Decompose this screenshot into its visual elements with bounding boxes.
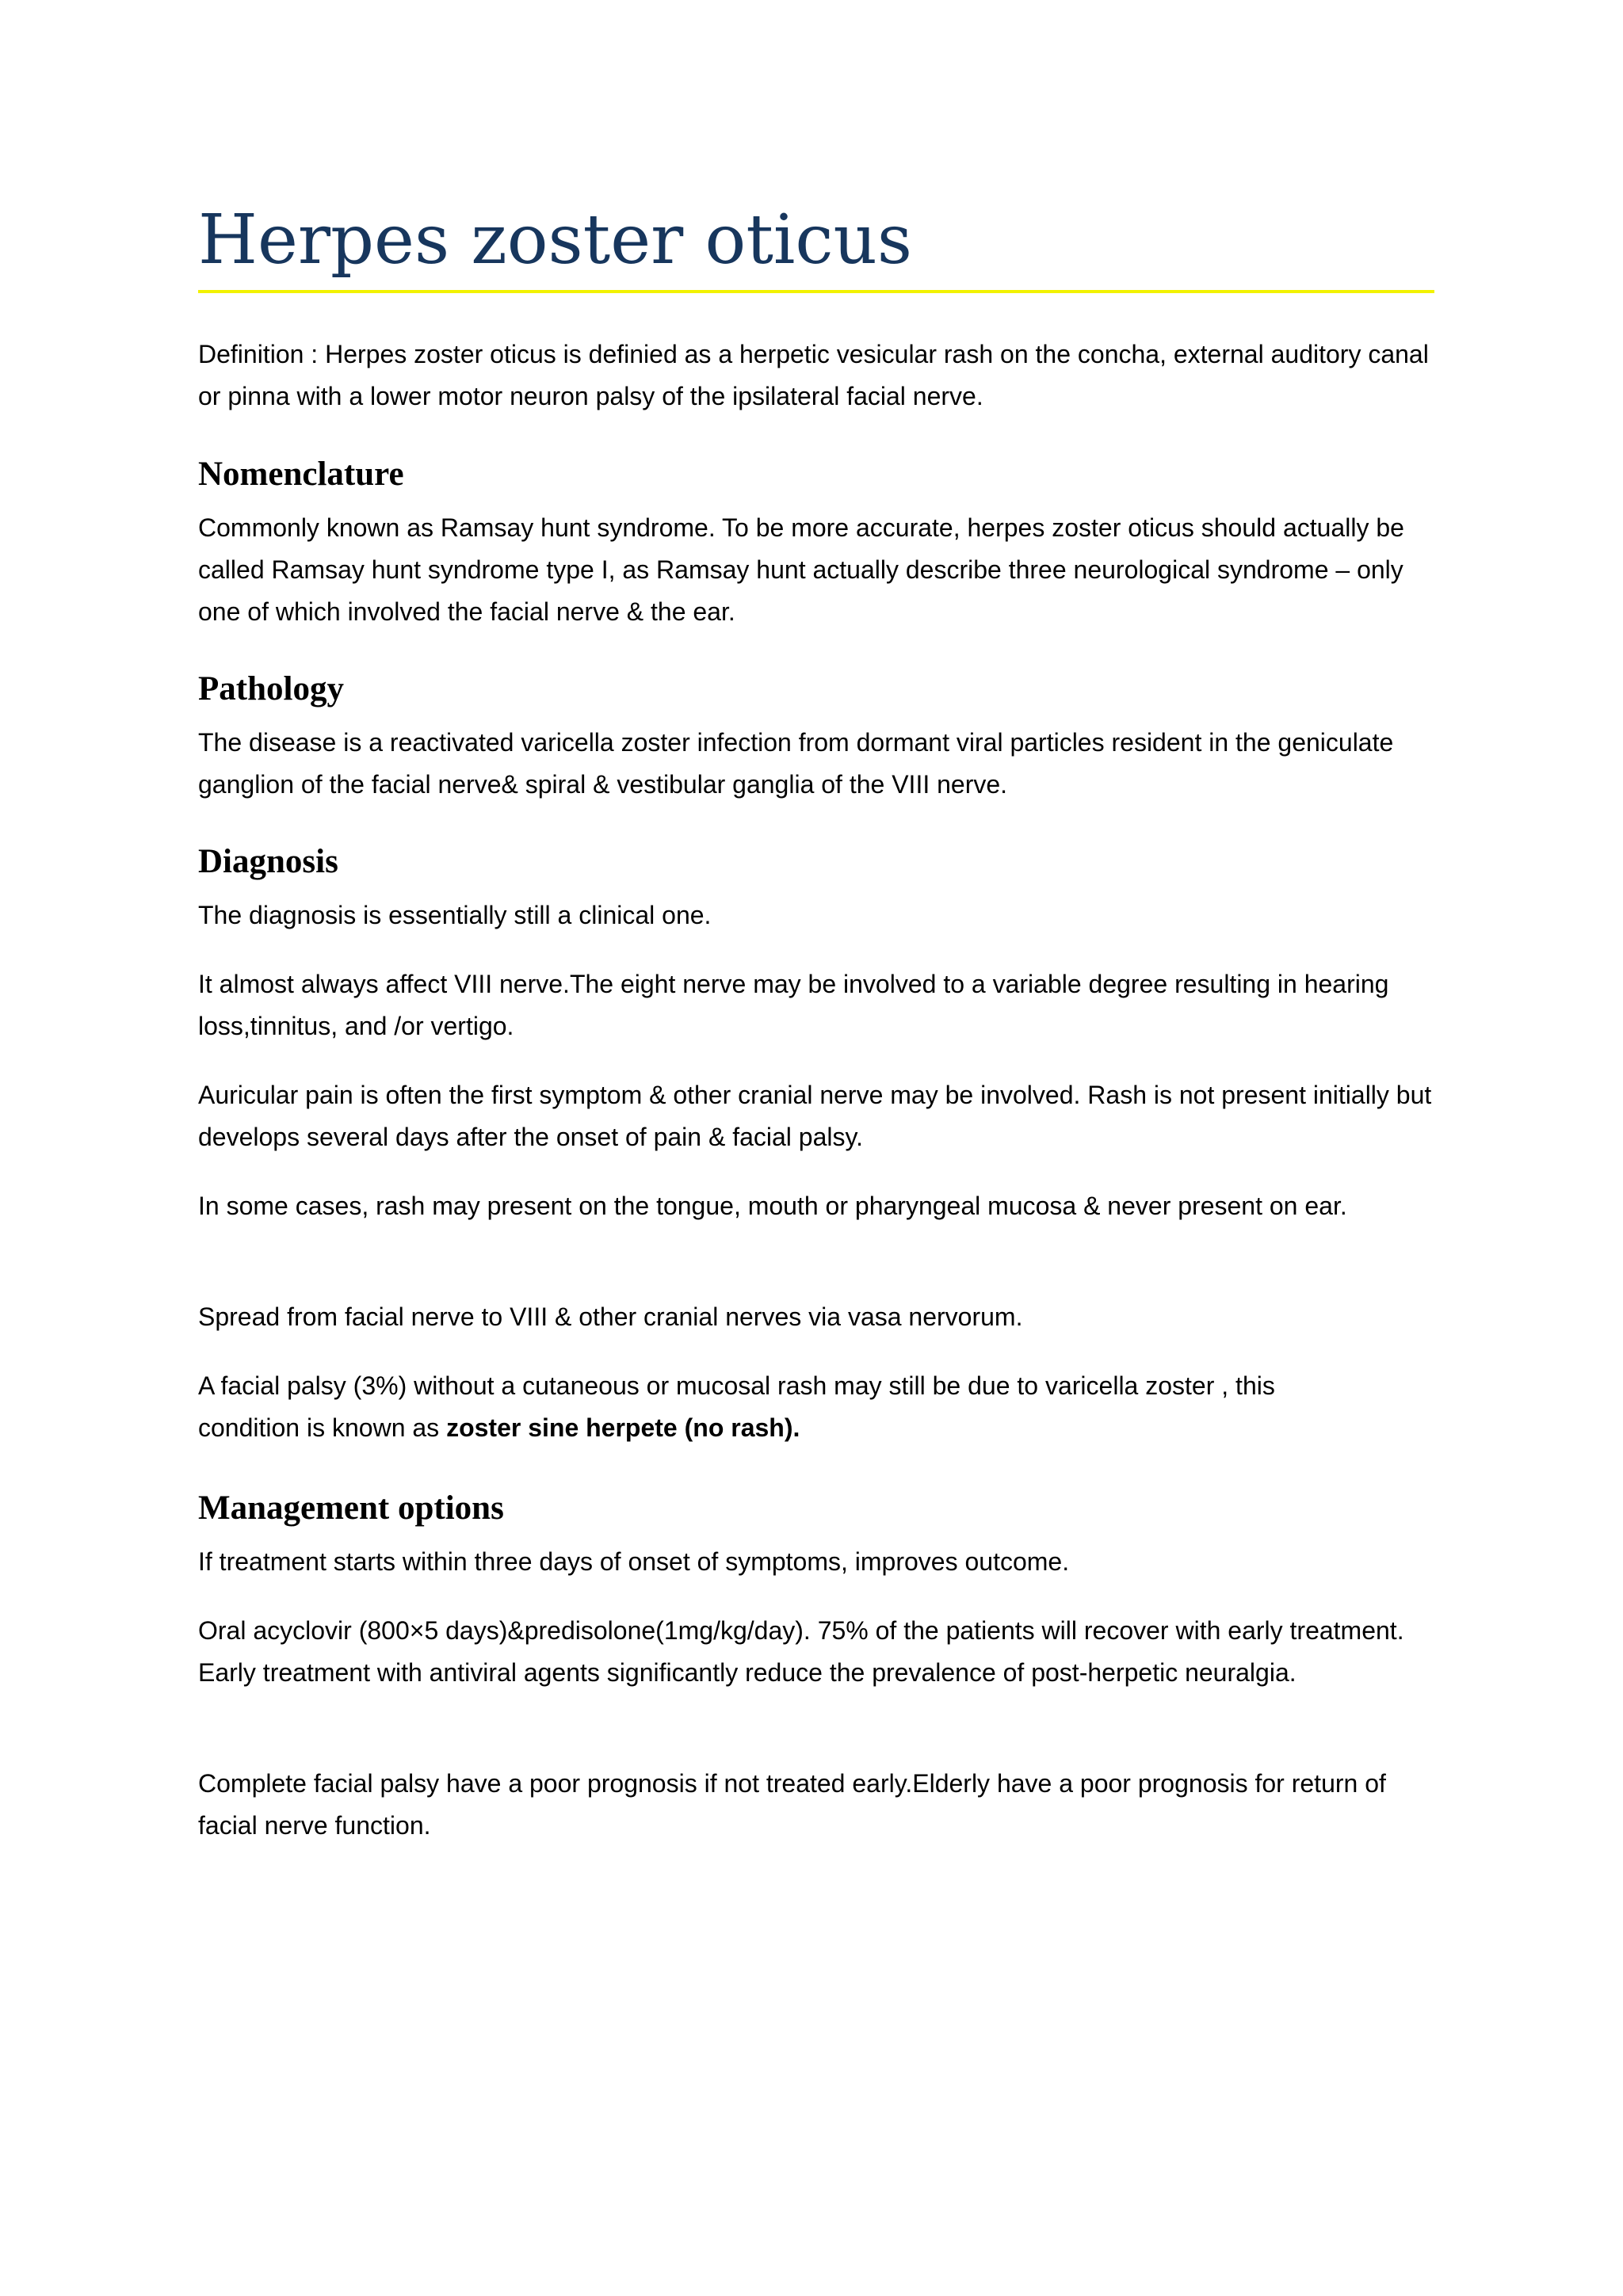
heading-management-options: Management options — [198, 1489, 504, 1527]
diagnosis-paragraph-4: In some cases, rash may present on the tongue, mouth or pharyngeal mucosa & never present on ear. — [198, 1192, 1347, 1220]
diagnosis-paragraph-6-line1: A facial palsy (3%) without a cutaneous or mucosal rash may still be due to varicella zoster , this — [198, 1371, 1275, 1400]
management-paragraph-1: If treatment starts within three days of onset of symptoms, improves outcome. — [198, 1547, 1070, 1576]
diagnosis-paragraph-6-prefix: condition is known as — [198, 1413, 447, 1442]
title-underline — [198, 290, 1434, 293]
nomenclature-paragraph: Commonly known as Ramsay hunt syndrome. To be more accurate, herpes zoster oticus should actually be called Ramsay hunt syndrome type I, as Ramsay hunt actually describe three neurological syndrome – only one of which involved the facial nerve & the ear. — [198, 513, 1404, 626]
diagnosis-paragraph-2: It almost always affect VIII nerve.The eight nerve may be involved to a variable degree resulting in hearing loss,tinnitus, and /or vertigo. — [198, 970, 1389, 1040]
zoster-sine-herpete-term: zoster sine herpete (no rash). — [446, 1413, 800, 1442]
management-paragraph-2: Oral acyclovir (800×5 days)&predisolone(1mg/kg/day). 75% of the patients will recover with early treatment. Early treatment with antiviral agents significantly reduce the prevalence of post-herpetic neuralgia. — [198, 1616, 1404, 1687]
diagnosis-paragraph-3: Auricular pain is often the first symptom & other cranial nerve may be involved. Rash is not present initially but develops several days after the onset of pain & facial palsy. — [198, 1081, 1432, 1151]
document-title: Herpes zoster oticus — [198, 200, 913, 280]
pathology-paragraph: The disease is a reactivated varicella zoster infection from dormant viral particles resident in the geniculate ganglion of the facial nerve& spiral & vestibular ganglia of the VIII nerve. — [198, 728, 1394, 799]
heading-diagnosis: Diagnosis — [198, 843, 338, 880]
document-page — [198, 0, 1434, 2296]
heading-nomenclature: Nomenclature — [198, 456, 404, 493]
heading-pathology: Pathology — [198, 670, 344, 707]
diagnosis-paragraph-1: The diagnosis is essentially still a clinical one. — [198, 901, 712, 929]
diagnosis-paragraph-6 — [198, 1365, 1434, 1449]
management-paragraph-3: Complete facial palsy have a poor prognosis if not treated early.Elderly have a poor prognosis for return of facial nerve function. — [198, 1769, 1386, 1840]
diagnosis-paragraph-5: Spread from facial nerve to VIII & other cranial nerves via vasa nervorum. — [198, 1302, 1023, 1331]
definition-paragraph: Definition : Herpes zoster oticus is definied as a herpetic vesicular rash on the concha, external auditory canal or pinna with a lower motor neuron palsy of the ipsilateral facial nerve. — [198, 340, 1429, 410]
